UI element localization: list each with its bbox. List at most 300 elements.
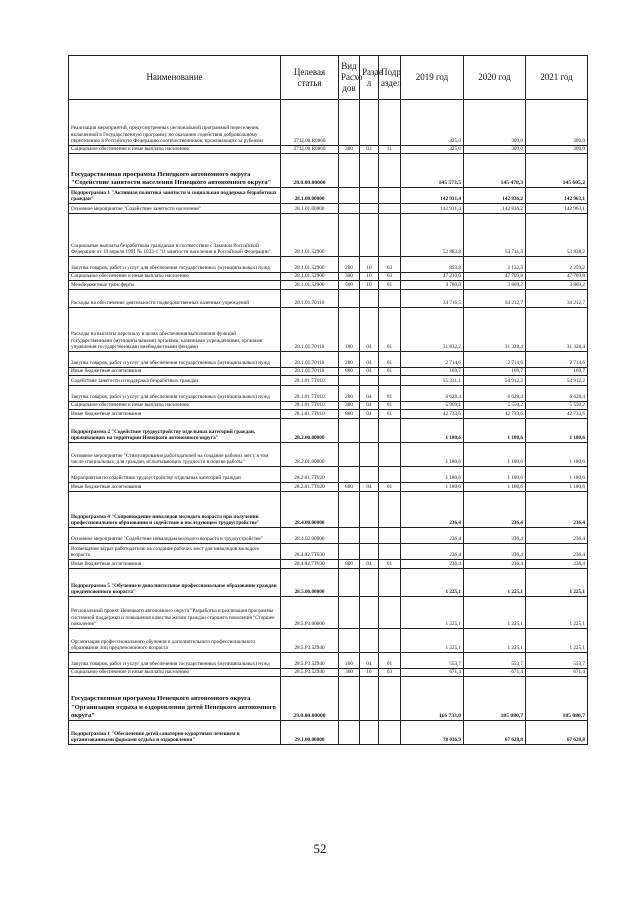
row-code: 28.4.02.00000: [281, 528, 339, 544]
row-code: 28.5.P3.52940: [281, 669, 339, 677]
row-expense-kind: [339, 419, 360, 443]
row-expense-kind: 200: [339, 352, 360, 368]
row-section: [360, 569, 379, 597]
row-value-2020: 300,0: [464, 100, 526, 146]
row-code: 28.5.P3.00000: [281, 597, 339, 629]
table-row: [69, 204, 588, 214]
row-value-2020: 1 225,1: [464, 569, 526, 597]
row-section: [360, 544, 379, 560]
row-value-2021: 1 180,6: [526, 443, 588, 467]
row-value-2021: 300,0: [526, 100, 588, 146]
row-value-2021: 1 225,1: [526, 629, 588, 653]
row-value-2020: 1 225,1: [464, 629, 526, 653]
row-value-2020: 169,7: [464, 368, 526, 376]
row-code: 28.4.00.00000: [281, 492, 339, 528]
row-value-2019: 145 573,5: [401, 154, 464, 188]
table-row: [69, 214, 588, 257]
header-subsection: Подр аздел: [379, 56, 401, 100]
row-value-2019: 34 716,5: [401, 290, 464, 308]
table-row: [69, 290, 588, 308]
row-value-2019: 325,0: [401, 100, 464, 146]
row-value-2021: 169,7: [526, 368, 588, 376]
table-row: [69, 402, 588, 410]
row-section: 10: [360, 281, 379, 290]
row-subsection: [379, 204, 401, 214]
row-value-2021: 142 963,1: [526, 204, 588, 214]
row-expense-kind: [339, 721, 360, 745]
row-subsection: [379, 597, 401, 629]
row-subsection: [379, 214, 401, 257]
row-name: Иные бюджетные ассигнования: [69, 560, 281, 569]
table-row: [69, 281, 588, 290]
row-value-2019: 236,4: [401, 492, 464, 528]
table-row: [69, 443, 588, 467]
row-subsection: [379, 544, 401, 560]
row-value-2021: 236,4: [526, 560, 588, 569]
row-value-2021: 1 180,6: [526, 419, 588, 443]
row-value-2019: 47 210,0: [401, 273, 464, 281]
header-name: Наименование: [69, 56, 281, 100]
row-name: Социальное обеспечение и иные выплаты населению: [69, 669, 281, 677]
row-value-2021: 3 869,2: [526, 281, 588, 290]
row-value-2021: 671,4: [526, 669, 588, 677]
row-expense-kind: 800: [339, 560, 360, 569]
budget-table-sheet: [68, 55, 587, 745]
row-value-2019: 236,4: [401, 544, 464, 560]
row-expense-kind: [339, 100, 360, 146]
row-name: Реализация мероприятий, предусмотренных региональной программой переселения, включенной в Государственную программу по оказанию содействия добровольному переселению в Российскую Федерацию соотечественников, проживающих за рубежом: [69, 100, 281, 146]
row-code: 28.1.01.52900: [281, 257, 339, 273]
row-subsection: [379, 419, 401, 443]
table-row: [69, 273, 588, 281]
table-row: [69, 188, 588, 204]
row-name: Иные бюджетные ассигнования: [69, 368, 281, 376]
row-subsection: 01: [379, 308, 401, 352]
row-subsection: 01: [379, 402, 401, 410]
row-value-2021: 1 180,6: [526, 483, 588, 492]
row-section: [360, 721, 379, 745]
row-expense-kind: [339, 569, 360, 597]
row-value-2021: 105 080,7: [526, 677, 588, 721]
row-value-2021: 1 180,6: [526, 467, 588, 483]
row-value-2020: 31 328,4: [464, 308, 526, 352]
row-name: Подпрограмма 2 "Содействие трудоустройству отдельных категорий граждан, проживающих на территории Ненецкого автономного округа": [69, 419, 281, 443]
row-value-2019: 42 733,6: [401, 410, 464, 419]
row-section: 04: [360, 402, 379, 410]
row-subsection: [379, 492, 401, 528]
row-expense-kind: 100: [339, 308, 360, 352]
row-section: 04: [360, 483, 379, 492]
row-code: 28.1.01.7Т010: [281, 410, 339, 419]
row-value-2021: 53 838,2: [526, 214, 588, 257]
row-name: Государственная программа Ненецкого автономного округа "Организация отдыха и оздоровления детей Ненецкого автономного округа": [69, 677, 281, 721]
header-2019: 2019 год: [401, 56, 464, 100]
row-section: 04: [360, 560, 379, 569]
row-expense-kind: [339, 597, 360, 629]
row-expense-kind: 300: [339, 146, 360, 154]
row-value-2020: 1 180,6: [464, 443, 526, 467]
row-value-2019: 1 180,6: [401, 443, 464, 467]
row-code: 28.4.02.7Т030: [281, 560, 339, 569]
row-subsection: 03: [379, 257, 401, 273]
row-expense-kind: [339, 492, 360, 528]
row-code: 28.1.01.70110: [281, 308, 339, 352]
row-section: [360, 290, 379, 308]
row-code: 28.1.01.70110: [281, 352, 339, 368]
row-subsection: [379, 100, 401, 146]
row-value-2019: 893,8: [401, 257, 464, 273]
table-row: [69, 721, 588, 745]
row-subsection: [379, 721, 401, 745]
row-code: 28.1.01.7Т010: [281, 376, 339, 386]
row-value-2020: 236,4: [464, 560, 526, 569]
row-value-2020: 671,4: [464, 669, 526, 677]
row-expense-kind: [339, 188, 360, 204]
row-value-2019: 142 931,4: [401, 188, 464, 204]
row-section: 04: [360, 352, 379, 368]
row-code: 28.1.01.52900: [281, 273, 339, 281]
table-row: [69, 483, 588, 492]
row-name: Закупка товаров, работ и услуг для обеспечения государственных (муниципальных) нужд: [69, 352, 281, 368]
row-subsection: [379, 188, 401, 204]
row-subsection: 01: [379, 368, 401, 376]
row-value-2020: 142 836,2: [464, 204, 526, 214]
row-value-2021: 300,0: [526, 146, 588, 154]
table-row: [69, 368, 588, 376]
row-value-2021: 6 628,4: [526, 386, 588, 402]
row-value-2019: 1 225,1: [401, 629, 464, 653]
row-name: Основное мероприятие "Содействие занятости населения": [69, 204, 281, 214]
row-expense-kind: 200: [339, 653, 360, 669]
row-expense-kind: [339, 204, 360, 214]
row-subsection: [379, 154, 401, 188]
table-row: [69, 653, 588, 669]
row-section: 10: [360, 257, 379, 273]
table-row: [69, 560, 588, 569]
row-value-2020: 553,7: [464, 653, 526, 669]
row-section: [360, 677, 379, 721]
table-row: [69, 410, 588, 419]
row-name: Содействие занятости и поддержка безработных граждан: [69, 376, 281, 386]
table-row: [69, 376, 588, 386]
row-expense-kind: 800: [339, 483, 360, 492]
table-body: [69, 100, 588, 745]
header-2021: 2021 год: [526, 56, 588, 100]
header-target: Целевая статья: [281, 56, 339, 100]
row-name: Расходы на обеспечение деятельности подведомственных казенных учреждений: [69, 290, 281, 308]
row-subsection: 01: [379, 386, 401, 402]
row-subsection: [379, 569, 401, 597]
row-subsection: 01: [379, 483, 401, 492]
row-expense-kind: 300: [339, 273, 360, 281]
row-expense-kind: 800: [339, 368, 360, 376]
row-value-2019: 5 969,1: [401, 402, 464, 410]
table-row: [69, 100, 588, 146]
row-expense-kind: [339, 154, 360, 188]
header-2020: 2020 год: [464, 56, 526, 100]
row-subsection: [379, 376, 401, 386]
table-row: [69, 669, 588, 677]
table-row: [69, 528, 588, 544]
row-subsection: [379, 528, 401, 544]
table-row: [69, 629, 588, 653]
row-value-2019: 1 225,1: [401, 569, 464, 597]
row-value-2020: 67 628,8: [464, 721, 526, 745]
row-code: 28.2.01.7Т020: [281, 483, 339, 492]
table-header-row: [69, 56, 588, 100]
row-value-2021: 2 714,6: [526, 352, 588, 368]
row-code: 28.1.01.00000: [281, 204, 339, 214]
row-expense-kind: [339, 214, 360, 257]
row-value-2020: 2 714,6: [464, 352, 526, 368]
row-value-2019: 2 714,6: [401, 352, 464, 368]
row-code: 28.2.01.7Т020: [281, 467, 339, 483]
row-code: 28.5.P3.52940: [281, 629, 339, 653]
table-row: [69, 419, 588, 443]
row-section: [360, 443, 379, 467]
row-code: 28.0.00.00000: [281, 154, 339, 188]
table-row: [69, 352, 588, 368]
row-expense-kind: [339, 544, 360, 560]
row-value-2019: 325,0: [401, 146, 464, 154]
row-name: Основное мероприятие "Содействие инвалидам молодого возраста в трудоустройстве": [69, 528, 281, 544]
row-name: Закупка товаров, работ и услуг для обеспечения государственных (муниципальных) нужд: [69, 257, 281, 273]
row-value-2020: 47 709,8: [464, 273, 526, 281]
row-code: 28.4.02.7Т030: [281, 544, 339, 560]
row-value-2021: 5 550,2: [526, 402, 588, 410]
row-value-2021: 2 259,2: [526, 257, 588, 273]
row-value-2019: 1 180,6: [401, 467, 464, 483]
row-subsection: [379, 629, 401, 653]
row-subsection: 03: [379, 669, 401, 677]
row-section: 10: [360, 669, 379, 677]
row-value-2020: 142 836,2: [464, 188, 526, 204]
row-name: Подпрограмма 1 "Активная политика занятости и социальная поддержка безработных граждан": [69, 188, 281, 204]
row-code: 28.1.01.7Т010: [281, 386, 339, 402]
row-name: Социальное обеспечение и иные выплаты населению: [69, 146, 281, 154]
row-value-2019: 1 225,1: [401, 597, 464, 629]
row-value-2021: 553,7: [526, 653, 588, 669]
row-value-2020: 1 180,6: [464, 419, 526, 443]
budget-table: [68, 55, 588, 745]
row-value-2020: 6 628,4: [464, 386, 526, 402]
row-subsection: 01: [379, 653, 401, 669]
row-section: 04: [360, 308, 379, 352]
row-name: Мероприятия по содействию трудоустройству отдельных категорий граждан: [69, 467, 281, 483]
row-name: Расходы на выплаты персоналу в целях обеспечения выполнения функций государственными (муниципальными) органами, казенными учреждениями, органами управления государственными внебюджетными фондами: [69, 308, 281, 352]
table-row: [69, 308, 588, 352]
row-value-2019: 31 832,2: [401, 308, 464, 352]
row-value-2020: 300,0: [464, 146, 526, 154]
row-value-2019: 6 628,4: [401, 386, 464, 402]
row-value-2019: 116 733,0: [401, 677, 464, 721]
row-value-2020: 42 733,6: [464, 410, 526, 419]
row-name: Подпрограмма 4 "Сопровождение инвалидов молодого возраста при получении профессионального образования и содействие в последующем трудоустройстве": [69, 492, 281, 528]
row-section: [360, 467, 379, 483]
row-value-2020: 236,4: [464, 528, 526, 544]
row-value-2019: 1 180,6: [401, 483, 464, 492]
row-section: [360, 597, 379, 629]
row-value-2021: 47 709,8: [526, 273, 588, 281]
row-code: 28.2.01.00000: [281, 443, 339, 467]
row-section: [360, 154, 379, 188]
row-value-2021: 1 225,1: [526, 569, 588, 597]
row-section: 04: [360, 368, 379, 376]
row-code: 29.1.00.00000: [281, 721, 339, 745]
row-code: 28.1.01.7Т010: [281, 402, 339, 410]
header-kind: Вид Расхо дов: [339, 56, 360, 100]
row-expense-kind: 300: [339, 402, 360, 410]
row-value-2019: 169,7: [401, 368, 464, 376]
row-value-2020: 145 478,3: [464, 154, 526, 188]
row-section: [360, 419, 379, 443]
row-name: Государственная программа Ненецкого автономного округа "Содействие занятости населения Ненецкого автономного округа": [69, 154, 281, 188]
row-subsection: 11: [379, 146, 401, 154]
row-code: 27.Ц.00.R0860: [281, 100, 339, 146]
table-row: [69, 386, 588, 402]
row-subsection: 01: [379, 281, 401, 290]
row-name: Иные бюджетные ассигнования: [69, 483, 281, 492]
row-section: [360, 188, 379, 204]
row-expense-kind: [339, 677, 360, 721]
row-value-2021: 31 328,4: [526, 308, 588, 352]
row-value-2020: 1 225,1: [464, 597, 526, 629]
row-value-2021: 54 912,2: [526, 376, 588, 386]
row-name: Социальное обеспечение и иные выплаты населению: [69, 273, 281, 281]
row-name: Межбюджетные трансферты: [69, 281, 281, 290]
page-number: 52: [313, 841, 327, 856]
row-value-2020: 53 711,3: [464, 214, 526, 257]
row-value-2020: 1 180,6: [464, 467, 526, 483]
table-row: [69, 257, 588, 273]
row-name: Социальное обеспечение и иные выплаты населению: [69, 402, 281, 410]
row-name: Подпрограмма 5 "Обучение и дополнительное профессиональное образование граждан предпенсионного возраста": [69, 569, 281, 597]
row-value-2021: 236,4: [526, 528, 588, 544]
row-value-2021: 34 212,7: [526, 290, 588, 308]
row-code: 28.5.P3.52940: [281, 653, 339, 669]
row-value-2019: 52 883,8: [401, 214, 464, 257]
row-expense-kind: [339, 467, 360, 483]
row-value-2021: 145 605,2: [526, 154, 588, 188]
row-section: [360, 492, 379, 528]
table-row: [69, 597, 588, 629]
row-value-2021: 236,4: [526, 544, 588, 560]
row-name: Подпрограмма 1 "Обеспечение детей санаторно-курортным лечением и организованными формами отдыха и оздоровления": [69, 721, 281, 745]
row-section: 04: [360, 410, 379, 419]
row-section: [360, 528, 379, 544]
table-row: [69, 154, 588, 188]
row-value-2020: 3 869,2: [464, 281, 526, 290]
row-subsection: 01: [379, 352, 401, 368]
row-value-2020: 54 912,2: [464, 376, 526, 386]
row-expense-kind: 200: [339, 257, 360, 273]
row-value-2020: 1 180,6: [464, 483, 526, 492]
row-code: 28.2.00.00000: [281, 419, 339, 443]
row-expense-kind: 500: [339, 281, 360, 290]
row-name: Региональный проект Ненецкого автономного округа "Разработка и реализация программы системной поддержки и повышения качества жизни граждан старшего поколения "Старшее поколение": [69, 597, 281, 629]
row-value-2021: 142 963,1: [526, 188, 588, 204]
row-code: 28.1.00.00000: [281, 188, 339, 204]
row-subsection: 03: [379, 273, 401, 281]
row-value-2019: 142 931,4: [401, 204, 464, 214]
row-value-2020: 2 132,3: [464, 257, 526, 273]
row-name: Закупка товаров, работ и услуг для обеспечения государственных (муниципальных) нужд: [69, 386, 281, 402]
row-code: 29.0.00.00000: [281, 677, 339, 721]
row-value-2021: 42 733,6: [526, 410, 588, 419]
row-section: [360, 214, 379, 257]
header-section: Разде л: [360, 56, 379, 100]
row-expense-kind: [339, 290, 360, 308]
row-code: 28.1.01.52900: [281, 281, 339, 290]
row-value-2021: 67 628,8: [526, 721, 588, 745]
row-subsection: [379, 290, 401, 308]
row-name: Закупка товаров, работ и услуг для обеспечения государственных (муниципальных) нужд: [69, 653, 281, 669]
row-value-2020: 236,4: [464, 492, 526, 528]
row-code: 28.5.00.00000: [281, 569, 339, 597]
row-section: 04: [360, 386, 379, 402]
row-expense-kind: [339, 528, 360, 544]
row-value-2021: 236,4: [526, 492, 588, 528]
row-code: 27.Ц.00.R0860: [281, 146, 339, 154]
row-expense-kind: 200: [339, 386, 360, 402]
row-value-2021: 1 225,1: [526, 597, 588, 629]
row-value-2019: 671,4: [401, 669, 464, 677]
row-value-2019: 1 180,6: [401, 419, 464, 443]
row-value-2019: 236,4: [401, 528, 464, 544]
row-value-2019: 236,4: [401, 560, 464, 569]
row-code: 28.1.01.70110: [281, 290, 339, 308]
row-section: 04: [360, 653, 379, 669]
row-section: [360, 100, 379, 146]
row-value-2019: 4 780,0: [401, 281, 464, 290]
row-value-2020: 34 212,7: [464, 290, 526, 308]
row-value-2020: 236,4: [464, 544, 526, 560]
row-expense-kind: [339, 443, 360, 467]
row-subsection: [379, 443, 401, 467]
row-name: Возмещение затрат работодателю на создание рабочих мест для инвалидов молодого возраста: [69, 544, 281, 560]
row-section: 03: [360, 146, 379, 154]
row-subsection: 01: [379, 560, 401, 569]
row-section: 10: [360, 273, 379, 281]
table-row: [69, 146, 588, 154]
row-name: Иные бюджетные ассигнования: [69, 410, 281, 419]
table-row: [69, 544, 588, 560]
row-code: 28.1.01.70110: [281, 368, 339, 376]
row-section: [360, 204, 379, 214]
row-subsection: [379, 467, 401, 483]
row-expense-kind: [339, 376, 360, 386]
row-subsection: 01: [379, 410, 401, 419]
row-name: Социальные выплаты безработным гражданам в соответствии с Законом Российской Федерации от 19 апреля 1991 № 1032-1 "О занятости населения в Российской Федерации": [69, 214, 281, 257]
row-section: [360, 629, 379, 653]
row-expense-kind: 300: [339, 669, 360, 677]
row-code: 28.1.01.52900: [281, 214, 339, 257]
table-row: [69, 467, 588, 483]
table-row: [69, 569, 588, 597]
row-name: Основное мероприятие "Стимулирование работодателей на создание рабочих мест, в том числе специальных, для граждан, испытывающих трудности в поиске работы": [69, 443, 281, 467]
row-value-2020: 105 080,7: [464, 677, 526, 721]
table-row: [69, 677, 588, 721]
row-section: [360, 376, 379, 386]
row-value-2019: 553,7: [401, 653, 464, 669]
row-name: Организация профессионального обучения и дополнительного профессионального образования лиц предпенсионного возраста: [69, 629, 281, 653]
row-subsection: [379, 677, 401, 721]
row-expense-kind: [339, 629, 360, 653]
row-expense-kind: 800: [339, 410, 360, 419]
row-value-2020: 5 550,2: [464, 402, 526, 410]
table-row: [69, 492, 588, 528]
row-value-2019: 55 331,1: [401, 376, 464, 386]
